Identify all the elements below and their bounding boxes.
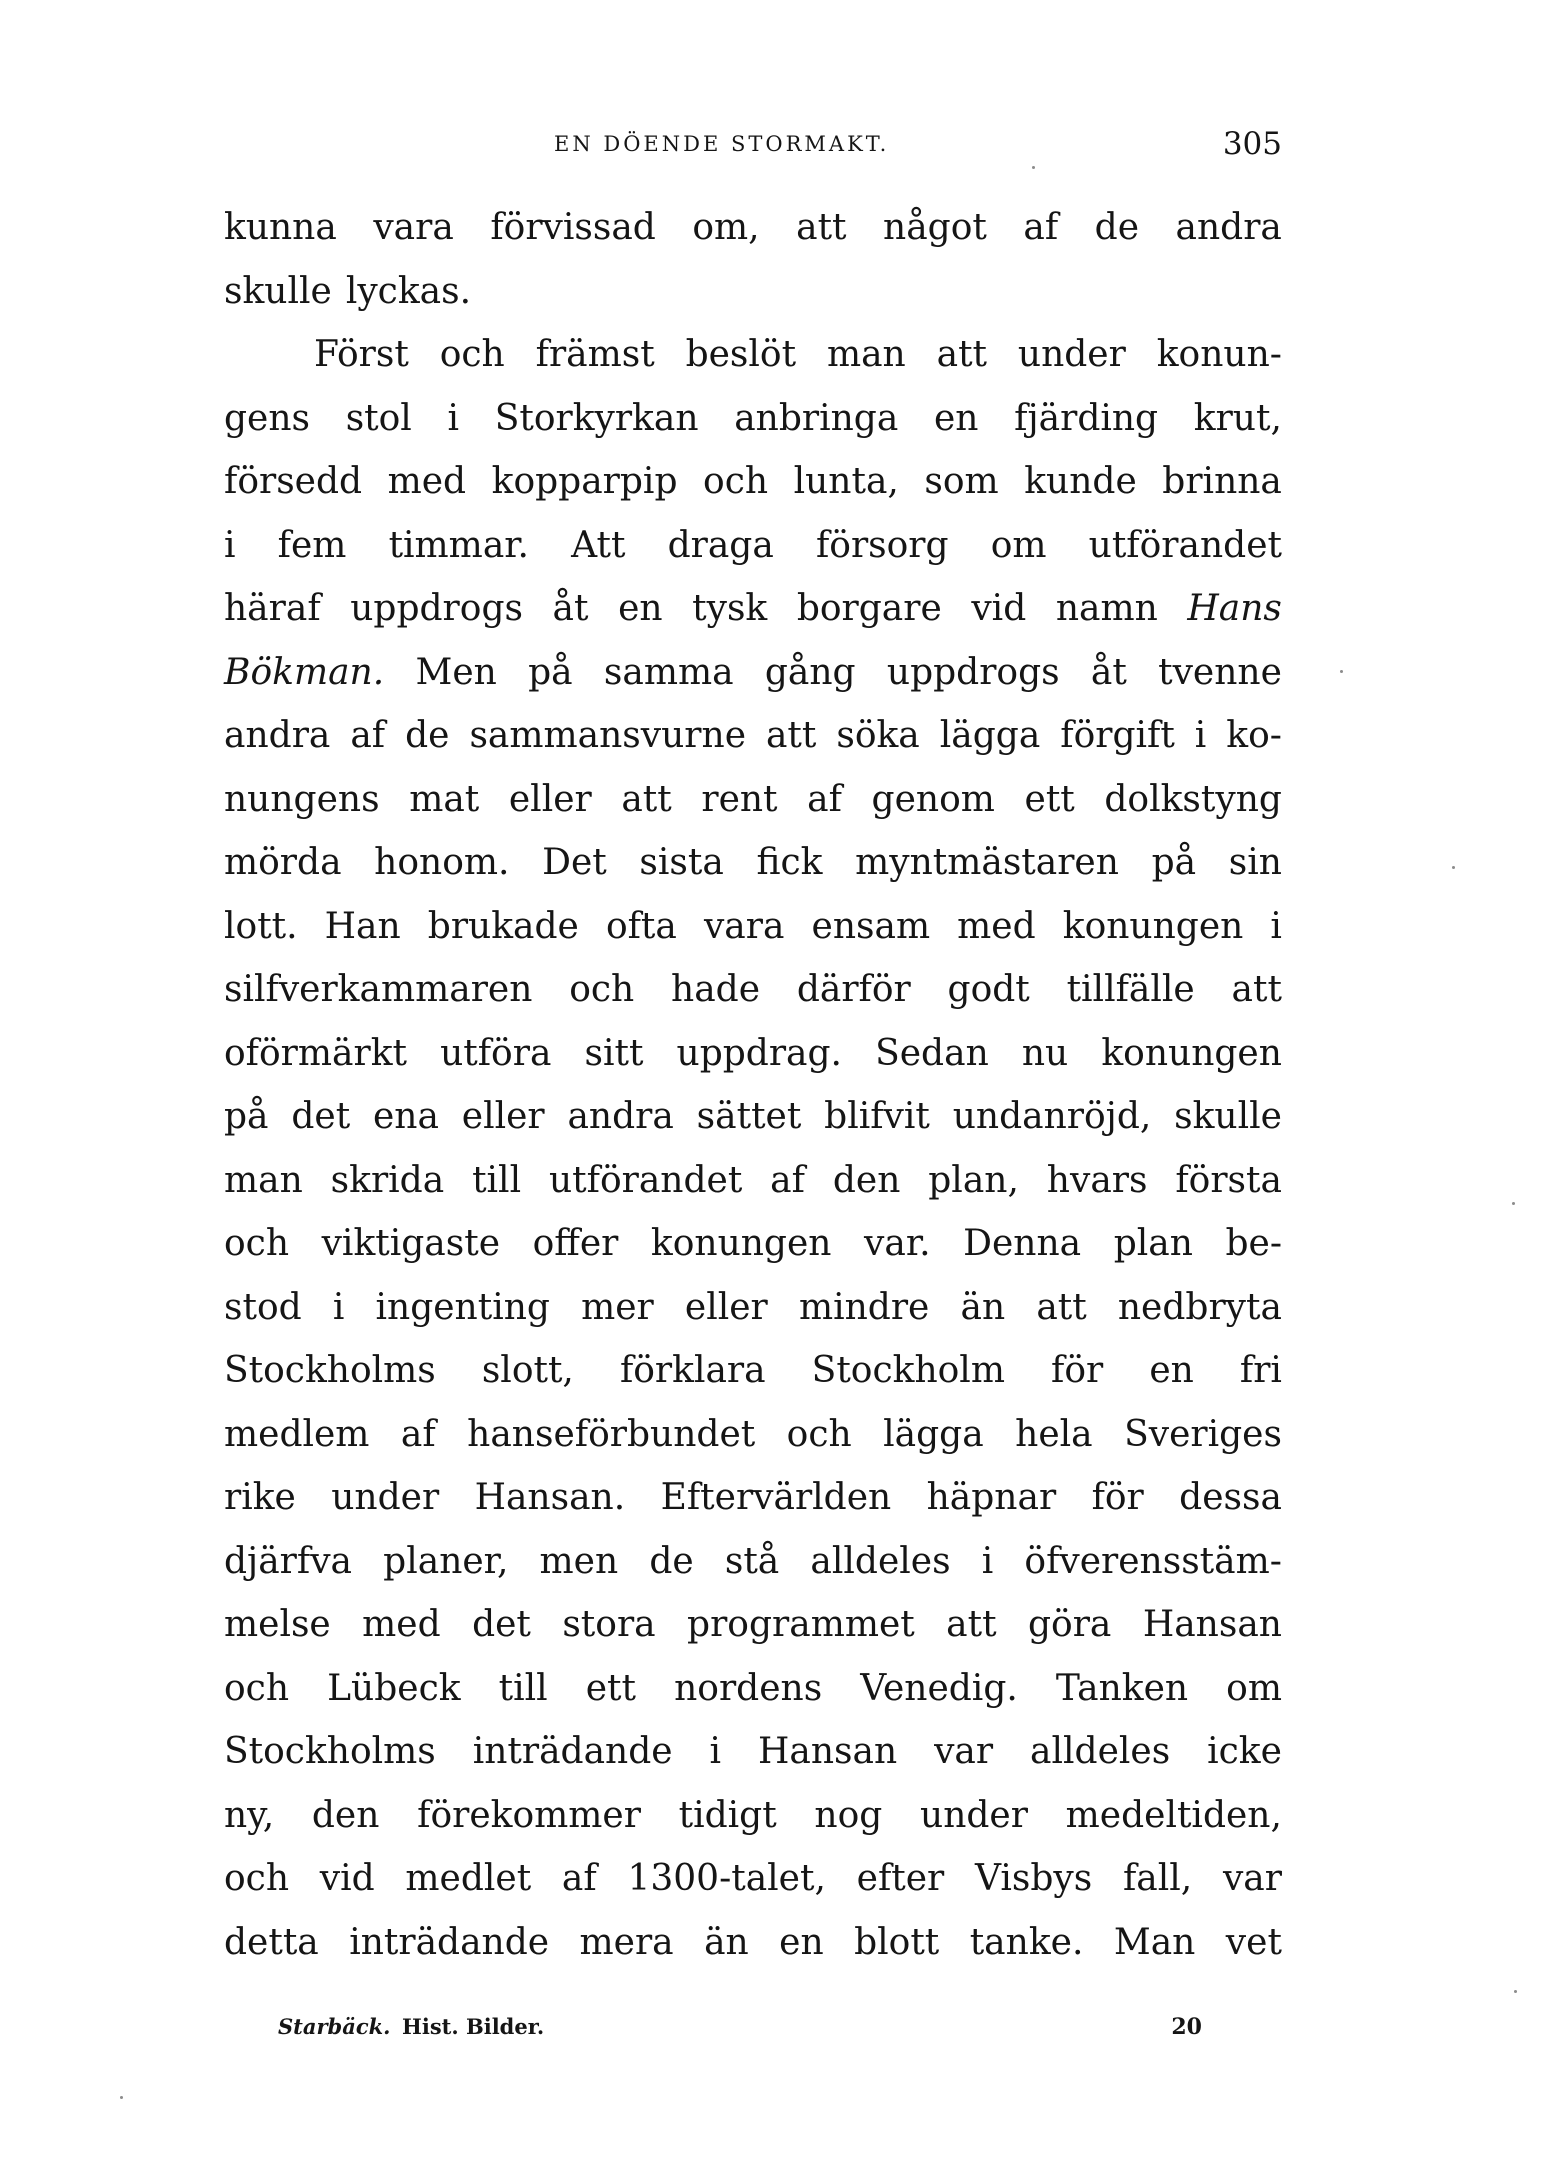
text-word: försedd bbox=[224, 461, 363, 502]
paper-speck bbox=[1514, 1990, 1517, 1993]
text-word: kunna bbox=[224, 207, 337, 248]
text-word: af bbox=[807, 778, 842, 820]
text-word: Stockholms bbox=[224, 1350, 436, 1391]
text-word: konungen bbox=[650, 1223, 832, 1264]
text-word: mat bbox=[409, 778, 480, 820]
text-line bbox=[224, 1847, 1282, 1911]
text-word: Stockholms bbox=[224, 1731, 436, 1772]
text-word: tanke. bbox=[969, 1921, 1084, 1963]
text-word: 1300-talet, bbox=[627, 1858, 826, 1899]
text-word: fjärding bbox=[1014, 397, 1159, 439]
text-word: vid bbox=[319, 1858, 375, 1899]
text-word: Först bbox=[314, 334, 409, 375]
text-word: med bbox=[957, 905, 1036, 947]
text-word: tvenne bbox=[1158, 651, 1282, 693]
text-word: på bbox=[528, 651, 573, 693]
text-word: de bbox=[405, 715, 450, 756]
text-word: tidigt bbox=[678, 1794, 777, 1836]
text-word: Men bbox=[415, 651, 497, 693]
text-word: försorg bbox=[815, 524, 949, 566]
text-word: offer bbox=[532, 1223, 619, 1264]
text-word: ett bbox=[1024, 778, 1075, 820]
text-word: gens bbox=[224, 397, 311, 439]
text-word: lott. bbox=[224, 905, 298, 947]
text-word: men bbox=[539, 1540, 619, 1582]
text-line bbox=[224, 323, 1282, 387]
text-word: uppdrag. bbox=[676, 1032, 842, 1074]
text-word: att bbox=[765, 715, 817, 756]
text-word: Det bbox=[542, 842, 607, 883]
text-line bbox=[224, 1911, 1282, 1975]
text-word: programmet bbox=[687, 1604, 915, 1645]
text-word: man bbox=[224, 1159, 303, 1201]
text-word: under bbox=[920, 1794, 1028, 1836]
text-word: sista bbox=[639, 842, 724, 883]
text-word: för bbox=[1091, 1477, 1144, 1518]
text-word: dolkstyng bbox=[1104, 778, 1282, 820]
text-word: Bökman. bbox=[224, 651, 385, 693]
text-word: på bbox=[1151, 842, 1197, 883]
text-word: i bbox=[1270, 905, 1282, 947]
text-word: något bbox=[883, 207, 987, 248]
text-word: slott, bbox=[481, 1350, 574, 1391]
text-word: en bbox=[1149, 1350, 1194, 1391]
text-word: alldeles bbox=[1030, 1731, 1171, 1772]
text-word: gång bbox=[764, 651, 856, 693]
text-word: sammansvurne bbox=[469, 715, 746, 756]
text-word: om, bbox=[692, 207, 760, 248]
text-word: i bbox=[981, 1540, 994, 1582]
text-word: hela bbox=[1015, 1413, 1093, 1455]
text-word: plan bbox=[1113, 1223, 1193, 1264]
text-word: i bbox=[1194, 715, 1207, 756]
text-word: Hansan bbox=[757, 1731, 898, 1772]
text-line bbox=[224, 1149, 1282, 1213]
text-word: Sedan bbox=[875, 1032, 989, 1074]
text-word: af bbox=[770, 1159, 805, 1201]
text-word: ena bbox=[373, 1096, 439, 1137]
text-word: kunde bbox=[1024, 461, 1137, 502]
text-word: ensam bbox=[811, 905, 931, 947]
text-word: detta bbox=[224, 1921, 319, 1963]
text-word: häpnar bbox=[926, 1477, 1057, 1518]
text-word: fick bbox=[756, 842, 823, 883]
text-word: uppdrogs bbox=[886, 651, 1060, 693]
text-word: viktigaste bbox=[321, 1223, 500, 1264]
text-word: skulle bbox=[1174, 1096, 1282, 1137]
text-word: namn bbox=[1055, 588, 1158, 629]
text-word: sitt bbox=[584, 1032, 644, 1074]
text-word: skrida bbox=[330, 1159, 445, 1201]
text-word: eller bbox=[684, 1286, 768, 1328]
text-word: beslöt bbox=[685, 334, 797, 375]
text-word: Man bbox=[1113, 1921, 1196, 1963]
text-word: Hansan bbox=[1142, 1604, 1282, 1645]
text-word: anbringa bbox=[734, 397, 899, 439]
text-word: och bbox=[786, 1413, 852, 1455]
text-word: främst bbox=[535, 334, 655, 375]
text-word: i bbox=[332, 1286, 345, 1328]
text-line bbox=[224, 1403, 1282, 1467]
text-word: den bbox=[832, 1159, 901, 1201]
running-title: EN DÖENDE STORMAKT. bbox=[554, 132, 890, 156]
running-head bbox=[224, 126, 1282, 166]
text-word: Storkyrkan bbox=[494, 397, 699, 439]
text-word: myntmästaren bbox=[855, 842, 1119, 883]
text-line bbox=[224, 1784, 1282, 1848]
text-word: Hans bbox=[1187, 588, 1282, 629]
text-word: utföra bbox=[440, 1032, 552, 1074]
text-word: om bbox=[990, 524, 1047, 566]
text-word: godt bbox=[947, 969, 1030, 1010]
text-line bbox=[224, 1022, 1282, 1086]
text-word: stå bbox=[724, 1540, 780, 1582]
text-word: timmar. bbox=[388, 524, 529, 566]
text-word: att bbox=[946, 1604, 997, 1645]
text-word: eller bbox=[461, 1096, 545, 1137]
text-word: och bbox=[439, 334, 505, 375]
text-word: en bbox=[779, 1921, 824, 1963]
text-line bbox=[224, 1530, 1282, 1594]
text-word: nedbryta bbox=[1117, 1286, 1282, 1328]
text-line bbox=[224, 514, 1282, 578]
text-line bbox=[224, 577, 1282, 641]
text-word: af bbox=[561, 1858, 597, 1899]
signature-author: Starbäck. bbox=[278, 2014, 391, 2039]
text-word: på bbox=[224, 1096, 269, 1137]
text-word: stod bbox=[224, 1286, 302, 1328]
text-word: efter bbox=[856, 1858, 945, 1899]
text-word: silfverkammaren bbox=[224, 969, 533, 1010]
text-word: och bbox=[569, 969, 635, 1010]
paper-speck bbox=[1452, 866, 1455, 869]
text-line bbox=[224, 1466, 1282, 1530]
text-word: Hansan. bbox=[474, 1477, 626, 1518]
text-word: medlem bbox=[224, 1413, 370, 1455]
text-word: Han bbox=[324, 905, 401, 947]
text-word: af bbox=[1023, 207, 1059, 248]
text-word: inträdande bbox=[349, 1921, 550, 1963]
text-line bbox=[224, 895, 1282, 959]
text-word: mera bbox=[579, 1921, 674, 1963]
text-word: ny, bbox=[224, 1794, 275, 1836]
text-word: tillfälle bbox=[1066, 969, 1195, 1010]
text-word: ko- bbox=[1226, 715, 1282, 756]
text-word: än bbox=[960, 1286, 1006, 1328]
text-word: än bbox=[704, 1921, 749, 1963]
text-word: undanröjd, bbox=[952, 1096, 1152, 1137]
text-line bbox=[224, 450, 1282, 514]
text-word: brinna bbox=[1162, 461, 1282, 502]
text-word: man bbox=[826, 334, 906, 375]
text-word: hanseförbundet bbox=[467, 1413, 756, 1455]
text-word: Denna bbox=[963, 1223, 1082, 1264]
text-word: hvars bbox=[1046, 1159, 1148, 1201]
text-word: i bbox=[224, 524, 236, 566]
text-word: var bbox=[934, 1731, 994, 1772]
text-line bbox=[224, 831, 1282, 895]
text-line bbox=[224, 704, 1282, 768]
text-word: med bbox=[362, 1604, 441, 1645]
text-word: blifvit bbox=[824, 1096, 930, 1137]
text-word: ofta bbox=[605, 905, 677, 947]
text-line bbox=[224, 1593, 1282, 1657]
text-word: eller bbox=[508, 778, 592, 820]
text-word: var bbox=[1222, 1858, 1282, 1899]
page-number: 305 bbox=[1222, 126, 1282, 162]
text-word: af bbox=[350, 715, 386, 756]
text-word: utförandet bbox=[548, 1159, 743, 1201]
text-word: och bbox=[703, 461, 769, 502]
text-word: konungen bbox=[1101, 1032, 1282, 1074]
text-word: ingenting bbox=[375, 1286, 550, 1328]
text-word: af bbox=[400, 1413, 436, 1455]
text-word: sin bbox=[1228, 842, 1282, 883]
text-word: göra bbox=[1028, 1604, 1112, 1645]
text-word: stol bbox=[345, 397, 412, 439]
text-word: den bbox=[311, 1794, 380, 1836]
text-word: konun- bbox=[1156, 334, 1282, 375]
text-word: häraf bbox=[224, 588, 321, 629]
text-word: var. bbox=[864, 1223, 931, 1264]
text-word: i bbox=[709, 1731, 722, 1772]
text-word: honom. bbox=[374, 842, 510, 883]
text-word: till bbox=[498, 1667, 548, 1709]
text-word: oförmärkt bbox=[224, 1032, 407, 1074]
text-word: förekommer bbox=[417, 1794, 641, 1836]
text-word: vara bbox=[703, 905, 785, 947]
text-line bbox=[224, 196, 1282, 260]
text-word: åt bbox=[1090, 651, 1127, 693]
text-word: en bbox=[933, 397, 979, 439]
text-word: nu bbox=[1021, 1032, 1069, 1074]
text-word: uppdrogs bbox=[350, 588, 523, 629]
text-word: och bbox=[224, 1223, 290, 1264]
text-word: vet bbox=[1225, 1921, 1282, 1963]
text-word: nordens bbox=[674, 1667, 823, 1709]
text-word: nungens bbox=[224, 778, 380, 820]
text-word: genom bbox=[871, 778, 995, 820]
text-word: mer bbox=[581, 1286, 654, 1328]
text-word: medlet bbox=[405, 1858, 532, 1899]
text-line bbox=[224, 641, 1282, 705]
text-word: lägga bbox=[939, 715, 1041, 756]
text-word: nog bbox=[814, 1794, 883, 1836]
text-word: de bbox=[1094, 207, 1140, 248]
text-word: söka bbox=[836, 715, 920, 756]
text-word: vid bbox=[971, 588, 1027, 629]
text-word: djärfva bbox=[224, 1540, 353, 1582]
text-word: om bbox=[1226, 1667, 1282, 1709]
text-word: det bbox=[472, 1604, 531, 1645]
text-line bbox=[224, 1276, 1282, 1340]
body-text bbox=[224, 196, 1282, 1974]
text-word: med bbox=[387, 461, 467, 502]
paper-speck bbox=[1032, 166, 1035, 169]
text-word: andra bbox=[1175, 207, 1282, 248]
text-word: alldeles bbox=[810, 1540, 951, 1582]
text-word: att bbox=[1231, 969, 1282, 1010]
text-word: Sveriges bbox=[1124, 1413, 1282, 1455]
paper-speck bbox=[120, 2096, 123, 2099]
text-word: melse bbox=[224, 1604, 331, 1645]
text-line bbox=[224, 387, 1282, 451]
text-word: kopparpip bbox=[491, 461, 678, 502]
paper-speck bbox=[1512, 1202, 1515, 1205]
text-line bbox=[224, 768, 1282, 832]
text-word: plan, bbox=[928, 1159, 1019, 1201]
text-word: samma bbox=[603, 651, 734, 693]
text-word: Lübeck bbox=[327, 1667, 461, 1709]
text-word: konungen bbox=[1062, 905, 1244, 947]
text-line bbox=[224, 1720, 1282, 1784]
text-word: mörda bbox=[224, 842, 342, 883]
text-word: vara bbox=[373, 207, 454, 248]
text-line bbox=[224, 1657, 1282, 1721]
text-line bbox=[224, 958, 1282, 1022]
text-word: andra bbox=[567, 1096, 674, 1137]
text-word: till bbox=[472, 1159, 522, 1201]
text-word: att bbox=[796, 207, 847, 248]
text-word: rent bbox=[701, 778, 778, 820]
text-word: de bbox=[649, 1540, 694, 1582]
text-word: förgift bbox=[1060, 715, 1175, 756]
text-word: för bbox=[1051, 1350, 1104, 1391]
text-word: åt bbox=[552, 588, 589, 629]
text-word: andra bbox=[224, 715, 331, 756]
text-word: planer, bbox=[383, 1540, 509, 1582]
text-word: och bbox=[224, 1858, 290, 1899]
text-word: medeltiden, bbox=[1065, 1794, 1282, 1836]
text-word: att bbox=[1036, 1286, 1087, 1328]
text-word: blott bbox=[854, 1921, 940, 1963]
signature-number: 20 bbox=[1171, 2014, 1202, 2040]
text-word: första bbox=[1175, 1159, 1282, 1201]
text-word: draga bbox=[667, 524, 774, 566]
text-word: som bbox=[924, 461, 999, 502]
text-word: mindre bbox=[798, 1286, 930, 1328]
text-word: inträdande bbox=[472, 1731, 673, 1772]
text-word: skulle bbox=[224, 270, 332, 312]
text-word: icke bbox=[1207, 1731, 1282, 1772]
text-word: brukade bbox=[427, 905, 579, 947]
text-word: Visbys bbox=[974, 1858, 1093, 1899]
text-word: Stockholm bbox=[811, 1350, 1005, 1391]
text-word: en bbox=[618, 588, 663, 629]
paper-speck bbox=[1340, 670, 1343, 673]
signature-line bbox=[278, 2014, 1202, 2050]
text-word: dessa bbox=[1179, 1477, 1282, 1518]
text-word: under bbox=[331, 1477, 440, 1518]
text-word: att bbox=[936, 334, 988, 375]
text-word: fall, bbox=[1122, 1858, 1193, 1899]
text-word: förvissad bbox=[490, 207, 656, 248]
text-word: i bbox=[447, 397, 460, 439]
text-word: lägga bbox=[883, 1413, 984, 1455]
text-word: tysk bbox=[692, 588, 768, 629]
text-word: öfverensstäm- bbox=[1024, 1540, 1282, 1582]
signature-book-title: Hist. Bilder. bbox=[402, 2014, 545, 2039]
text-word: be- bbox=[1225, 1223, 1282, 1264]
text-word: krut, bbox=[1193, 397, 1282, 439]
text-word: det bbox=[291, 1096, 351, 1137]
text-word: fem bbox=[277, 524, 347, 566]
text-line bbox=[224, 260, 1282, 324]
text-line bbox=[224, 1339, 1282, 1403]
text-line bbox=[224, 1212, 1282, 1276]
text-word: därför bbox=[796, 969, 911, 1010]
text-word: fri bbox=[1239, 1350, 1282, 1391]
text-word: lyckas. bbox=[345, 270, 472, 312]
text-word: borgare bbox=[796, 588, 942, 629]
text-word: och bbox=[224, 1667, 290, 1709]
text-word: Venedig. bbox=[860, 1667, 1018, 1709]
text-line bbox=[224, 1085, 1282, 1149]
text-word: Eftervärlden bbox=[660, 1477, 892, 1518]
text-word: lunta, bbox=[793, 461, 899, 502]
text-word: förklara bbox=[619, 1350, 766, 1391]
text-word: ett bbox=[585, 1667, 636, 1709]
text-word: att bbox=[621, 778, 672, 820]
text-word: utförandet bbox=[1088, 524, 1282, 566]
text-word: sättet bbox=[696, 1096, 802, 1137]
text-word: Tanken bbox=[1055, 1667, 1189, 1709]
text-word: stora bbox=[562, 1604, 656, 1645]
text-word: hade bbox=[671, 969, 761, 1010]
text-word: rike bbox=[224, 1477, 296, 1518]
text-word: Att bbox=[571, 524, 626, 566]
text-word: under bbox=[1017, 334, 1126, 375]
